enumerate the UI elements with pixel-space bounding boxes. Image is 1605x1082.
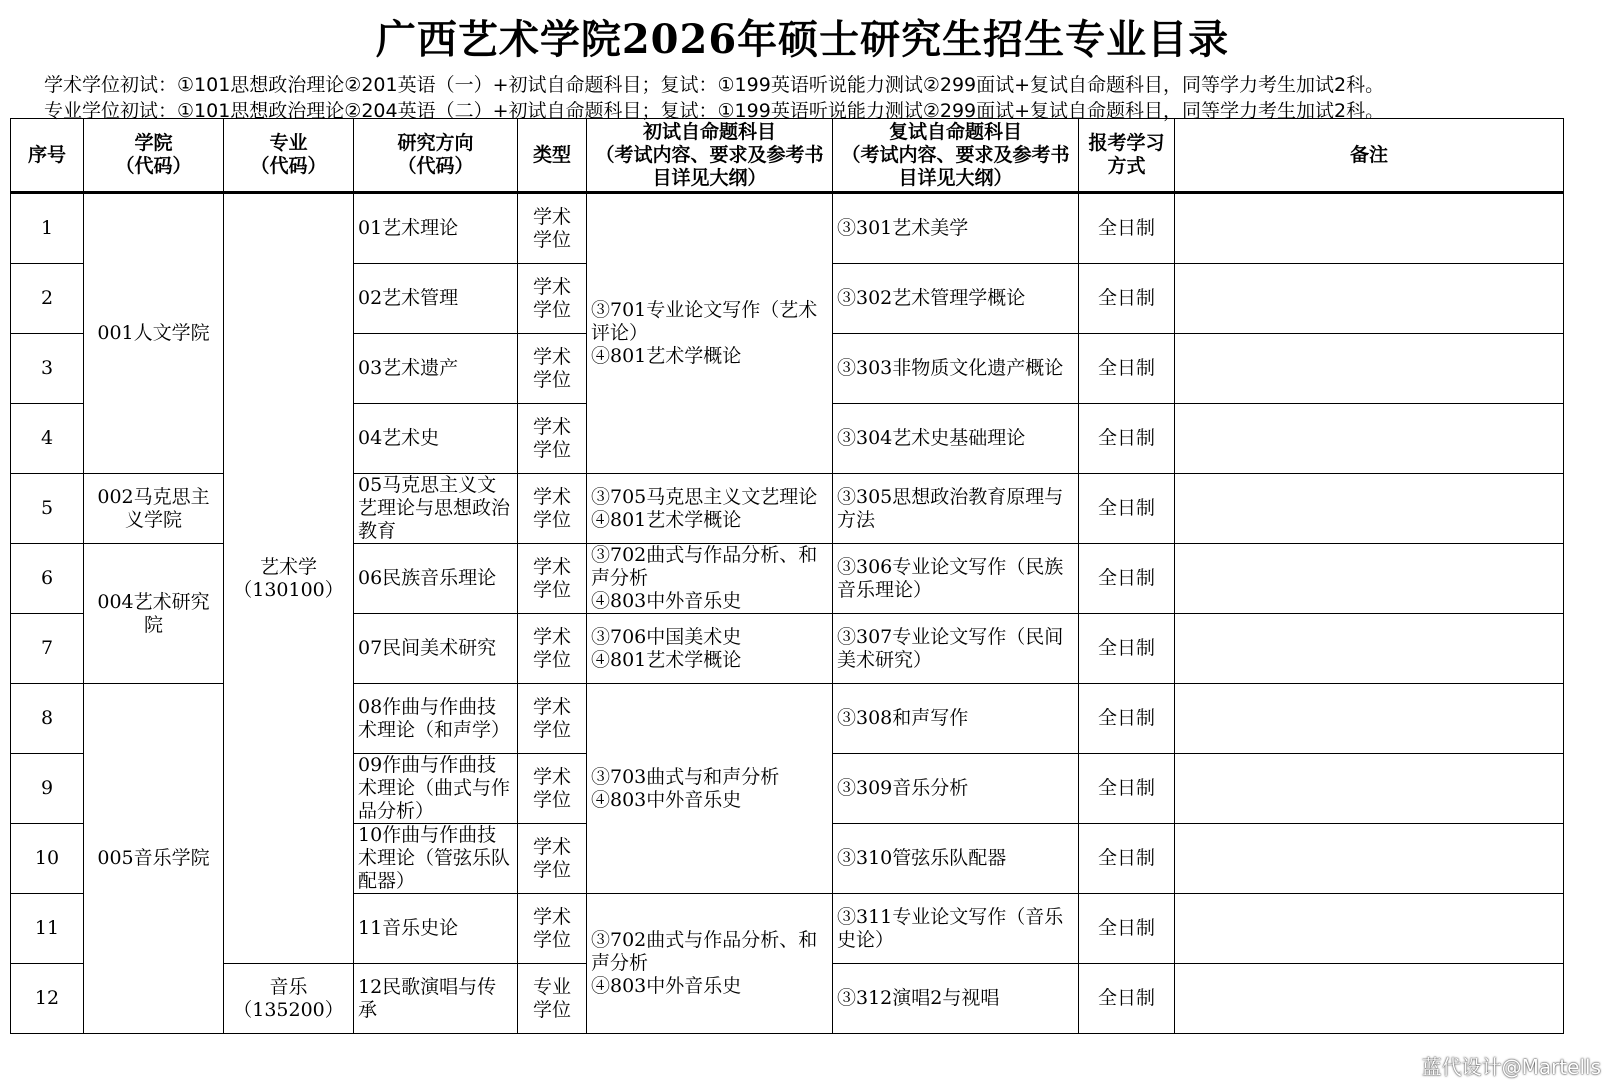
type-cell: 学术 学位	[518, 544, 587, 614]
retest-subjects-cell: ③309音乐分析	[833, 754, 1079, 824]
study-mode-cell: 全日制	[1079, 474, 1175, 544]
remark-cell	[1175, 404, 1564, 474]
retest-subjects-cell: ③306专业论文写作（民族音乐理论）	[833, 544, 1079, 614]
retest-subjects-cell: ③305思想政治教育原理与方法	[833, 474, 1079, 544]
direction-cell: 11音乐史论	[354, 894, 518, 964]
direction-cell: 02艺术管理	[354, 264, 518, 334]
major-cell: 艺术学 （130100）	[224, 193, 354, 964]
study-mode-cell: 全日制	[1079, 334, 1175, 404]
retest-subjects-cell: ③311专业论文写作（音乐史论）	[833, 894, 1079, 964]
remark-cell	[1175, 964, 1564, 1034]
header-type: 类型	[518, 119, 587, 193]
remark-cell	[1175, 334, 1564, 404]
study-mode-cell: 全日制	[1079, 404, 1175, 474]
row-no: 8	[11, 684, 84, 754]
retest-subjects-cell: ③303非物质文化遗产概论	[833, 334, 1079, 404]
college-cell: 005音乐学院	[84, 684, 224, 1034]
professional-degree-note: 专业学位初试：①101思想政治理论②204英语（二）+初试自命题科目；复试：①199英语听说能力测试②299面试+复试自命题科目，同等学力考生加试2科。	[44, 100, 1385, 122]
remark-cell	[1175, 684, 1564, 754]
remark-cell	[1175, 264, 1564, 334]
retest-subjects-cell: ③312演唱2与视唱	[833, 964, 1079, 1034]
initial-subjects-cell: ③703曲式与和声分析 ④803中外音乐史	[587, 684, 833, 894]
row-no: 11	[11, 894, 84, 964]
watermark-text: 蓝代设计@Martells	[1421, 1055, 1601, 1079]
type-cell: 学术 学位	[518, 404, 587, 474]
retest-subjects-cell: ③310管弦乐队配器	[833, 824, 1079, 894]
row-no: 4	[11, 404, 84, 474]
remark-cell	[1175, 193, 1564, 264]
retest-subjects-cell: ③302艺术管理学概论	[833, 264, 1079, 334]
study-mode-cell: 全日制	[1079, 684, 1175, 754]
initial-subjects-cell: ③702曲式与作品分析、和声分析 ④803中外音乐史	[587, 544, 833, 614]
direction-cell: 07民间美术研究	[354, 614, 518, 684]
header-college: 学院 （代码）	[84, 119, 224, 193]
study-mode-cell: 全日制	[1079, 964, 1175, 1034]
retest-subjects-cell: ③308和声写作	[833, 684, 1079, 754]
type-cell: 专业 学位	[518, 964, 587, 1034]
remark-cell	[1175, 544, 1564, 614]
direction-cell: 04艺术史	[354, 404, 518, 474]
study-mode-cell: 全日制	[1079, 614, 1175, 684]
header-direction: 研究方向 （代码）	[354, 119, 518, 193]
type-cell: 学术 学位	[518, 894, 587, 964]
row-no: 5	[11, 474, 84, 544]
header-remark: 备注	[1175, 119, 1564, 193]
table-row	[11, 193, 1564, 264]
header-major: 专业 （代码）	[224, 119, 354, 193]
remark-cell	[1175, 894, 1564, 964]
direction-cell: 01艺术理论	[354, 193, 518, 264]
college-cell: 001人文学院	[84, 193, 224, 474]
type-cell: 学术 学位	[518, 614, 587, 684]
type-cell: 学术 学位	[518, 193, 587, 264]
college-cell: 002马克思主义学院	[84, 474, 224, 544]
header-initial-subjects: 初试自命题科目 （考试内容、要求及参考书目详见大纲）	[587, 119, 833, 193]
study-mode-cell: 全日制	[1079, 264, 1175, 334]
type-cell: 学术 学位	[518, 684, 587, 754]
remark-cell	[1175, 614, 1564, 684]
study-mode-cell: 全日制	[1079, 894, 1175, 964]
row-no: 12	[11, 964, 84, 1034]
initial-subjects-cell: ③705马克思主义文艺理论 ④801艺术学概论	[587, 474, 833, 544]
college-cell: 004艺术研究院	[84, 544, 224, 684]
type-cell: 学术 学位	[518, 474, 587, 544]
direction-cell: 06民族音乐理论	[354, 544, 518, 614]
row-no: 1	[11, 193, 84, 264]
header-no: 序号	[11, 119, 84, 193]
initial-subjects-cell: ③702曲式与作品分析、和声分析 ④803中外音乐史	[587, 894, 833, 1034]
retest-subjects-cell: ③304艺术史基础理论	[833, 404, 1079, 474]
table-header-row	[11, 119, 1564, 193]
major-cell: 音乐 （135200）	[224, 964, 354, 1034]
direction-cell: 10作曲与作曲技术理论（管弦乐队配器）	[354, 824, 518, 894]
type-cell: 学术 学位	[518, 334, 587, 404]
direction-cell: 03艺术遗产	[354, 334, 518, 404]
remark-cell	[1175, 754, 1564, 824]
initial-subjects-cell: ③706中国美术史 ④801艺术学概论	[587, 614, 833, 684]
direction-cell: 08作曲与作曲技术理论（和声学）	[354, 684, 518, 754]
row-no: 2	[11, 264, 84, 334]
study-mode-cell: 全日制	[1079, 544, 1175, 614]
row-no: 3	[11, 334, 84, 404]
academic-degree-note: 学术学位初试：①101思想政治理论②201英语（一）+初试自命题科目；复试：①199英语听说能力测试②299面试+复试自命题科目，同等学力考生加试2科。	[44, 74, 1385, 96]
retest-subjects-cell: ③307专业论文写作（民间美术研究）	[833, 614, 1079, 684]
header-retest-subjects: 复试自命题科目 （考试内容、要求及参考书目详见大纲）	[833, 119, 1079, 193]
row-no: 10	[11, 824, 84, 894]
study-mode-cell: 全日制	[1079, 193, 1175, 264]
remark-cell	[1175, 824, 1564, 894]
initial-subjects-cell: ③701专业论文写作（艺术评论） ④801艺术学概论	[587, 193, 833, 474]
type-cell: 学术 学位	[518, 264, 587, 334]
study-mode-cell: 全日制	[1079, 754, 1175, 824]
retest-subjects-cell: ③301艺术美学	[833, 193, 1079, 264]
remark-cell	[1175, 474, 1564, 544]
direction-cell: 09作曲与作曲技术理论（曲式与作品分析）	[354, 754, 518, 824]
row-no: 7	[11, 614, 84, 684]
direction-cell: 05马克思主义文艺理论与思想政治教育	[354, 474, 518, 544]
page-title: 广西艺术学院2026年硕士研究生招生专业目录	[375, 16, 1230, 63]
type-cell: 学术 学位	[518, 824, 587, 894]
direction-cell: 12民歌演唱与传承	[354, 964, 518, 1034]
type-cell: 学术 学位	[518, 754, 587, 824]
header-study-mode: 报考学习 方式	[1079, 119, 1175, 193]
row-no: 6	[11, 544, 84, 614]
study-mode-cell: 全日制	[1079, 824, 1175, 894]
catalog-table	[10, 118, 1564, 1034]
row-no: 9	[11, 754, 84, 824]
